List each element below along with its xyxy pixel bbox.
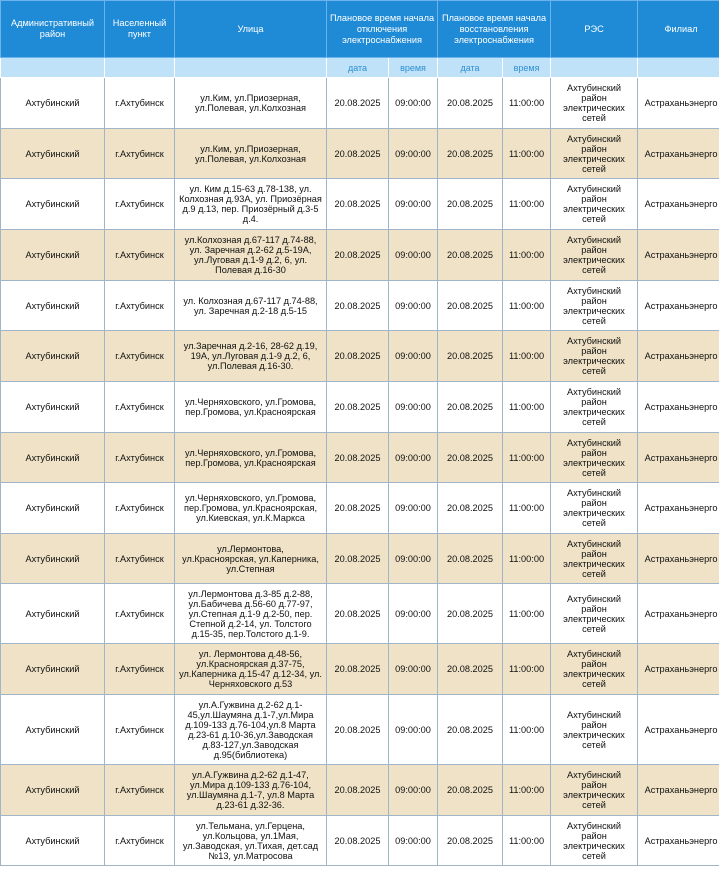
cell-branch: Астраханьэнерго	[638, 644, 719, 695]
cell-res: Ахтубинский район электрических сетей	[551, 433, 638, 483]
cell-branch: Астраханьэнерго	[638, 179, 719, 230]
cell-district: Ахтубинский	[1, 281, 105, 331]
cell-branch: Астраханьэнерго	[638, 695, 719, 765]
cell-on-time: 11:00:00	[503, 281, 551, 331]
cell-street: ул.Ким, ул.Приозерная, ул.Полевая, ул.Колхозная	[175, 78, 327, 129]
cell-on-time: 11:00:00	[503, 382, 551, 433]
cell-district: Ахтубинский	[1, 78, 105, 129]
cell-off-time: 09:00:00	[389, 433, 438, 483]
cell-locality: г.Ахтубинск	[105, 483, 175, 534]
cell-res: Ахтубинский район электрических сетей	[551, 765, 638, 816]
subheader-on-date: дата	[438, 58, 503, 78]
cell-on-date: 20.08.2025	[438, 483, 503, 534]
cell-off-time: 09:00:00	[389, 765, 438, 816]
cell-off-time: 09:00:00	[389, 695, 438, 765]
cell-res: Ахтубинский район электрических сетей	[551, 382, 638, 433]
subheader-off-date: дата	[327, 58, 389, 78]
table-header	[1, 1, 719, 78]
cell-district: Ахтубинский	[1, 129, 105, 179]
cell-street: ул. Лермонтова д.48-56, ул.Красноярская д.37-75, ул.Каперника д.15-47 д.12-34, ул. Черняховского д.53	[175, 644, 327, 695]
cell-off-time: 09:00:00	[389, 816, 438, 866]
cell-res: Ахтубинский район электрических сетей	[551, 534, 638, 584]
cell-street: ул.Ким, ул.Приозерная, ул.Полевая, ул.Колхозная	[175, 129, 327, 179]
cell-branch: Астраханьэнерго	[638, 483, 719, 534]
cell-res: Ахтубинский район электрических сетей	[551, 695, 638, 765]
cell-off-date: 20.08.2025	[327, 483, 389, 534]
cell-street: ул.Черняховского, ул.Громова, пер.Громова, ул.Красноярская	[175, 433, 327, 483]
cell-locality: г.Ахтубинск	[105, 331, 175, 382]
cell-off-time: 09:00:00	[389, 281, 438, 331]
cell-on-time: 11:00:00	[503, 78, 551, 129]
cell-on-time: 11:00:00	[503, 584, 551, 644]
cell-branch: Астраханьэнерго	[638, 331, 719, 382]
cell-branch: Астраханьэнерго	[638, 584, 719, 644]
cell-district: Ахтубинский	[1, 483, 105, 534]
cell-on-time: 11:00:00	[503, 483, 551, 534]
cell-on-time: 11:00:00	[503, 433, 551, 483]
col-header-planned-on: Плановое время начала восстановления электроснабжения	[438, 1, 551, 58]
cell-locality: г.Ахтубинск	[105, 78, 175, 129]
cell-on-time: 11:00:00	[503, 644, 551, 695]
cell-off-date: 20.08.2025	[327, 230, 389, 281]
cell-locality: г.Ахтубинск	[105, 433, 175, 483]
cell-district: Ахтубинский	[1, 179, 105, 230]
cell-res: Ахтубинский район электрических сетей	[551, 129, 638, 179]
cell-branch: Астраханьэнерго	[638, 433, 719, 483]
table-row	[1, 78, 719, 129]
cell-on-date: 20.08.2025	[438, 331, 503, 382]
cell-off-time: 09:00:00	[389, 179, 438, 230]
cell-on-date: 20.08.2025	[438, 534, 503, 584]
cell-res: Ахтубинский район электрических сетей	[551, 644, 638, 695]
table-row	[1, 433, 719, 483]
cell-res: Ахтубинский район электрических сетей	[551, 816, 638, 866]
cell-street: ул.А.Гужвина д.2-62 д.1-47, ул.Мира д.109-133 д.76-104, ул.Шаумяна д.1-7, ул.8 Марта д.23-61 д.32-36.	[175, 765, 327, 816]
subheader-empty	[638, 58, 719, 78]
cell-off-date: 20.08.2025	[327, 78, 389, 129]
cell-off-time: 09:00:00	[389, 382, 438, 433]
cell-branch: Астраханьэнерго	[638, 230, 719, 281]
cell-locality: г.Ахтубинск	[105, 584, 175, 644]
table-row	[1, 129, 719, 179]
table-row	[1, 281, 719, 331]
cell-locality: г.Ахтубинск	[105, 534, 175, 584]
cell-off-time: 09:00:00	[389, 534, 438, 584]
cell-locality: г.Ахтубинск	[105, 129, 175, 179]
table-row	[1, 534, 719, 584]
table-row	[1, 483, 719, 534]
table-row	[1, 331, 719, 382]
cell-res: Ахтубинский район электрических сетей	[551, 584, 638, 644]
col-header-branch: Филиал	[638, 1, 719, 58]
cell-on-time: 11:00:00	[503, 695, 551, 765]
table-row	[1, 584, 719, 644]
cell-street: ул.Черняховского, ул.Громова, пер.Громова, ул.Красноярская	[175, 382, 327, 433]
cell-branch: Астраханьэнерго	[638, 129, 719, 179]
cell-res: Ахтубинский район электрических сетей	[551, 230, 638, 281]
table-row	[1, 179, 719, 230]
cell-off-date: 20.08.2025	[327, 382, 389, 433]
cell-district: Ахтубинский	[1, 644, 105, 695]
cell-street: ул.Лермонтова д.3-85 д.2-88, ул.Бабичева д.56-60 д.77-97, ул.Степная д.1-9 д.2-50, пер. Степной д.2-14, ул. Толстого д.15-35, пер.Толстого д.1-9.	[175, 584, 327, 644]
cell-off-time: 09:00:00	[389, 331, 438, 382]
cell-street: ул.А.Гужвина д.2-62 д.1-45,ул.Шаумяна д.1-7,ул.Мира д.109-133 д.76-104,ул.8 Марта д.23-61 д.10-36,ул.Заводская д.83-127,ул.Заводская д.95(библиотека)	[175, 695, 327, 765]
cell-off-date: 20.08.2025	[327, 584, 389, 644]
cell-branch: Астраханьэнерго	[638, 281, 719, 331]
cell-res: Ахтубинский район электрических сетей	[551, 179, 638, 230]
cell-on-time: 11:00:00	[503, 765, 551, 816]
cell-street: ул. Колхозная д.67-117 д.74-88, ул. Заречная д.2-18 д.5-15	[175, 281, 327, 331]
cell-street: ул.Тельмана, ул.Герцена, ул.Кольцова, ул.1Мая, ул.Заводская, ул.Тихая, дет.сад №13, ул.Матросова	[175, 816, 327, 866]
cell-on-date: 20.08.2025	[438, 281, 503, 331]
cell-off-date: 20.08.2025	[327, 816, 389, 866]
cell-branch: Астраханьэнерго	[638, 534, 719, 584]
cell-locality: г.Ахтубинск	[105, 281, 175, 331]
cell-res: Ахтубинский район электрических сетей	[551, 483, 638, 534]
cell-res: Ахтубинский район электрических сетей	[551, 331, 638, 382]
cell-off-date: 20.08.2025	[327, 765, 389, 816]
cell-off-date: 20.08.2025	[327, 644, 389, 695]
table-row	[1, 644, 719, 695]
cell-on-time: 11:00:00	[503, 230, 551, 281]
cell-on-date: 20.08.2025	[438, 816, 503, 866]
cell-locality: г.Ахтубинск	[105, 644, 175, 695]
cell-off-time: 09:00:00	[389, 78, 438, 129]
cell-off-time: 09:00:00	[389, 129, 438, 179]
cell-street: ул.Заречная д.2-16, 28-62 д.19, 19А, ул.Луговая д.1-9 д.2, 6, ул.Полевая д.16-30.	[175, 331, 327, 382]
cell-street: ул.Лермонтова, ул.Красноярская, ул.Каперника, ул.Степная	[175, 534, 327, 584]
cell-on-date: 20.08.2025	[438, 78, 503, 129]
col-header-planned-off: Плановое время начала отключения электроснабжения	[327, 1, 438, 58]
cell-off-date: 20.08.2025	[327, 331, 389, 382]
cell-on-time: 11:00:00	[503, 129, 551, 179]
cell-street: ул.Черняховского, ул.Громова, пер.Громова, ул.Красноярская, ул.Киевская, ул.К.Маркса	[175, 483, 327, 534]
subheader-empty	[105, 58, 175, 78]
cell-district: Ахтубинский	[1, 534, 105, 584]
cell-locality: г.Ахтубинск	[105, 230, 175, 281]
cell-district: Ахтубинский	[1, 765, 105, 816]
cell-off-date: 20.08.2025	[327, 129, 389, 179]
cell-locality: г.Ахтубинск	[105, 816, 175, 866]
cell-district: Ахтубинский	[1, 584, 105, 644]
cell-off-time: 09:00:00	[389, 644, 438, 695]
cell-district: Ахтубинский	[1, 382, 105, 433]
subheader-on-time: время	[503, 58, 551, 78]
col-header-locality: Населенный пункт	[105, 1, 175, 58]
cell-off-date: 20.08.2025	[327, 179, 389, 230]
cell-on-date: 20.08.2025	[438, 765, 503, 816]
cell-res: Ахтубинский район электрических сетей	[551, 78, 638, 129]
cell-branch: Астраханьэнерго	[638, 382, 719, 433]
cell-district: Ахтубинский	[1, 695, 105, 765]
cell-street: ул. Ким д.15-63 д.78-138, ул. Колхозная д.93А, ул. Приозёрная д.9 д.13, пер. Приозёрный д.3-5 д.4.	[175, 179, 327, 230]
cell-on-date: 20.08.2025	[438, 584, 503, 644]
cell-off-date: 20.08.2025	[327, 695, 389, 765]
cell-branch: Астраханьэнерго	[638, 765, 719, 816]
table-row	[1, 695, 719, 765]
cell-on-date: 20.08.2025	[438, 179, 503, 230]
cell-on-date: 20.08.2025	[438, 129, 503, 179]
cell-off-date: 20.08.2025	[327, 534, 389, 584]
table-row	[1, 816, 719, 866]
cell-locality: г.Ахтубинск	[105, 382, 175, 433]
cell-on-time: 11:00:00	[503, 816, 551, 866]
cell-off-time: 09:00:00	[389, 230, 438, 281]
subheader-empty	[1, 58, 105, 78]
cell-on-time: 11:00:00	[503, 179, 551, 230]
cell-on-date: 20.08.2025	[438, 433, 503, 483]
cell-locality: г.Ахтубинск	[105, 695, 175, 765]
cell-district: Ахтубинский	[1, 816, 105, 866]
cell-branch: Астраханьэнерго	[638, 78, 719, 129]
table-row	[1, 382, 719, 433]
cell-district: Ахтубинский	[1, 230, 105, 281]
cell-locality: г.Ахтубинск	[105, 765, 175, 816]
cell-res: Ахтубинский район электрических сетей	[551, 281, 638, 331]
cell-on-time: 11:00:00	[503, 331, 551, 382]
col-header-district: Административный район	[1, 1, 105, 58]
table-row	[1, 765, 719, 816]
cell-on-time: 11:00:00	[503, 534, 551, 584]
cell-street: ул.Колхозная д.67-117 д.74-88, ул. Заречная д.2-62 д.5-19А, ул.Луговая д.1-9 д.2, 6, ул. Полевая д.16-30	[175, 230, 327, 281]
cell-off-date: 20.08.2025	[327, 281, 389, 331]
cell-branch: Астраханьэнерго	[638, 816, 719, 866]
subheader-off-time: время	[389, 58, 438, 78]
cell-on-date: 20.08.2025	[438, 230, 503, 281]
cell-on-date: 20.08.2025	[438, 382, 503, 433]
cell-off-time: 09:00:00	[389, 483, 438, 534]
cell-off-time: 09:00:00	[389, 584, 438, 644]
cell-district: Ахтубинский	[1, 433, 105, 483]
cell-locality: г.Ахтубинск	[105, 179, 175, 230]
table-row	[1, 230, 719, 281]
cell-on-date: 20.08.2025	[438, 644, 503, 695]
col-header-street: Улица	[175, 1, 327, 58]
cell-off-date: 20.08.2025	[327, 433, 389, 483]
subheader-empty	[551, 58, 638, 78]
table-body	[1, 78, 719, 866]
subheader-empty	[175, 58, 327, 78]
col-header-res: РЭС	[551, 1, 638, 58]
cell-on-date: 20.08.2025	[438, 695, 503, 765]
cell-district: Ахтубинский	[1, 331, 105, 382]
